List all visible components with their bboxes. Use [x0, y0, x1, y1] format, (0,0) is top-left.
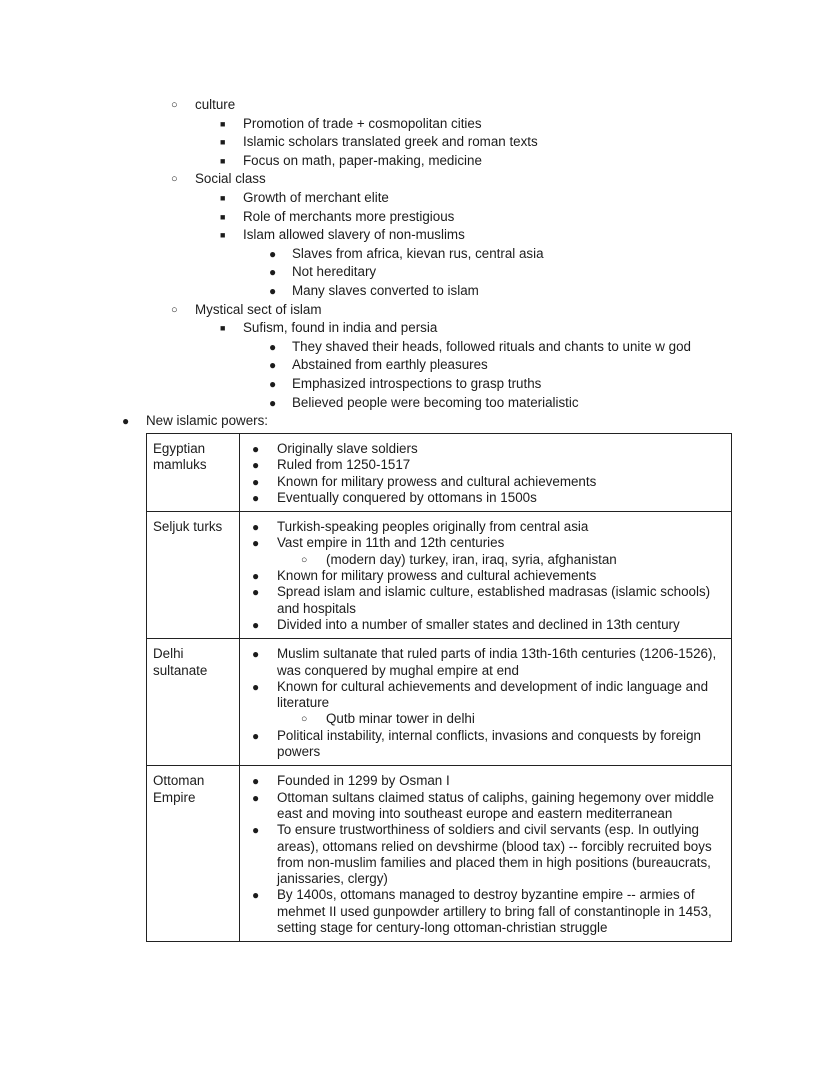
list-item — [246, 584, 725, 617]
power-name-cell: Delhi sultanate — [147, 639, 240, 766]
list-item — [246, 474, 725, 490]
power-details-cell — [240, 766, 732, 942]
list-item — [246, 490, 725, 506]
list-marker: ● — [269, 339, 277, 354]
list-item-text: Known for military prowess and cultural achievements — [277, 473, 597, 489]
list-marker: ● — [252, 647, 260, 662]
list-marker: ● — [252, 728, 260, 743]
list-item — [246, 552, 725, 568]
power-details-cell — [240, 512, 732, 639]
details-list — [246, 773, 725, 936]
table-row — [147, 434, 732, 512]
outline-item — [0, 394, 828, 413]
outline-item-text: Sufism, found in india and persia — [243, 320, 438, 336]
outline-item — [0, 245, 828, 264]
list-item — [246, 617, 725, 633]
outline-item-text: Promotion of trade + cosmopolitan cities — [243, 115, 482, 131]
islamic-powers-table — [146, 433, 732, 942]
outline-item-text: Social class — [195, 171, 266, 187]
list-marker: ● — [252, 520, 260, 535]
list-marker: ○ — [301, 553, 308, 566]
outline-item — [0, 170, 828, 189]
list-item — [246, 887, 725, 936]
list-item-text: Founded in 1299 by Osman I — [277, 773, 450, 789]
outline-item-text: Mystical sect of islam — [195, 301, 322, 317]
list-marker: ● — [122, 414, 130, 429]
list-marker: ● — [252, 774, 260, 789]
list-marker: ● — [252, 823, 260, 838]
list-marker: ● — [252, 585, 260, 600]
outline-item — [0, 338, 828, 357]
list-item-text: Qutb minar tower in delhi — [326, 711, 475, 727]
outline-item-text: New islamic powers: — [146, 413, 269, 429]
list-marker: ● — [269, 358, 277, 373]
outline-item-text: culture — [195, 97, 236, 112]
list-item-text: Political instability, internal conflicts, invasions and conquests by foreign powers — [277, 727, 702, 760]
details-list — [246, 519, 725, 633]
outline-item — [0, 282, 828, 301]
outline-item — [0, 189, 828, 208]
outline-item — [0, 226, 828, 245]
list-marker: ■ — [220, 192, 226, 203]
list-item — [246, 519, 725, 535]
power-details-cell — [240, 434, 732, 512]
list-item-text: Known for military prowess and cultural achievements — [277, 568, 597, 584]
power-details-cell — [240, 639, 732, 766]
list-marker: ● — [252, 490, 260, 505]
list-marker: ○ — [171, 173, 178, 186]
list-marker: ● — [269, 395, 277, 410]
list-item-text: Divided into a number of smaller states and declined in 13th century — [277, 616, 680, 632]
list-item-text: Ruled from 1250-1517 — [277, 457, 411, 473]
outline-item — [0, 301, 828, 320]
outline-item-text: Not hereditary — [292, 264, 377, 280]
list-marker: ● — [252, 442, 260, 456]
outline-item-text: Emphasized introspections to grasp truths — [292, 375, 542, 391]
list-item-text: Spread islam and islamic culture, established madrasas (islamic schools) and hospitals — [277, 584, 711, 616]
list-marker: ○ — [301, 713, 308, 726]
outline-item-text: Islam allowed slavery of non-muslims — [243, 227, 465, 243]
outline-item — [0, 319, 828, 338]
power-name-cell: Seljuk turks — [147, 512, 240, 639]
power-name-cell: Ottoman Empire — [147, 766, 240, 942]
outline-item — [0, 115, 828, 134]
list-item-text: Ottoman sultans claimed status of caliphs, gaining hegemony over middle east and moving into southeast europe and eastern mediterranean — [277, 789, 714, 821]
list-item — [246, 790, 725, 823]
list-marker: ● — [269, 246, 277, 261]
list-marker: ■ — [220, 118, 226, 129]
list-marker: ■ — [220, 211, 226, 222]
list-item — [246, 711, 725, 727]
list-item-text: Known for cultural achievements and development of indic language and literature — [277, 678, 709, 711]
list-item — [246, 646, 725, 679]
outline-item — [0, 208, 828, 227]
list-item-text: Muslim sultanate that ruled parts of india 13th-16th centuries (1206-1526), was conquered by mughal empire at end — [277, 646, 717, 678]
list-item — [246, 441, 725, 457]
list-marker: ● — [269, 376, 277, 391]
list-marker: ● — [252, 569, 260, 584]
list-item — [246, 535, 725, 551]
outline-item-text: Focus on math, paper-making, medicine — [243, 152, 482, 168]
outline-item-text: Many slaves converted to islam — [292, 282, 479, 298]
outline-item-text: Believed people were becoming too materialistic — [292, 394, 579, 410]
list-marker: ■ — [220, 137, 226, 148]
list-marker: ● — [252, 679, 260, 694]
outline-item-text: Growth of merchant elite — [243, 189, 389, 205]
outline-item — [0, 152, 828, 171]
list-item — [246, 679, 725, 712]
list-marker: ● — [252, 617, 260, 632]
list-item-text: (modern day) turkey, iran, iraq, syria, afghanistan — [326, 551, 617, 567]
outline-item-text: Slaves from africa, kievan rus, central asia — [292, 245, 544, 261]
outline-item-text: Abstained from earthly pleasures — [292, 357, 488, 373]
list-marker: ● — [269, 265, 277, 280]
list-item-text: To ensure trustworthiness of soldiers and civil servants (esp. In outlying areas), ottomans relied on devshirme (blood tax) -- forcibly recruited boys from non-muslim families and placed them in high positions (bureaucrats, janissaries, clergy) — [277, 822, 712, 887]
list-item — [246, 457, 725, 473]
list-marker: ■ — [220, 230, 226, 241]
list-item-text: By 1400s, ottomans managed to destroy byzantine empire -- armies of mehmet II used gunpowder artillery to bring fall of constantinople in 1453, setting stage for century-long ottoman-christian struggle — [277, 887, 712, 936]
details-list — [246, 441, 725, 506]
list-item — [246, 773, 725, 789]
power-name-cell: Egyptian mamluks — [147, 434, 240, 512]
outline-item-text: Islamic scholars translated greek and roman texts — [243, 134, 538, 150]
outline-item — [0, 133, 828, 152]
list-marker: ● — [252, 458, 260, 473]
list-item — [246, 822, 725, 887]
outline-item — [0, 263, 828, 282]
list-marker: ● — [252, 474, 260, 489]
table-row — [147, 766, 732, 942]
list-item-text: Vast empire in 11th and 12th centuries — [277, 535, 505, 551]
outline-item — [0, 412, 828, 431]
outline-item — [0, 96, 828, 115]
list-item-text: Turkish-speaking peoples originally from central asia — [277, 519, 589, 535]
list-marker: ● — [252, 888, 260, 903]
list-marker: ○ — [171, 303, 178, 316]
list-marker: ● — [252, 536, 260, 551]
list-marker: ■ — [220, 323, 226, 334]
list-marker: ● — [269, 283, 277, 298]
list-item-text: Originally slave soldiers — [277, 441, 418, 456]
outline-item-text: Role of merchants more prestigious — [243, 208, 455, 224]
outline-item — [0, 375, 828, 394]
notes-outline — [0, 96, 828, 431]
list-item-text: Eventually conquered by ottomans in 1500s — [277, 489, 537, 505]
outline-item — [0, 356, 828, 375]
list-item — [246, 568, 725, 584]
details-list — [246, 646, 725, 760]
list-item — [246, 728, 725, 761]
table-row — [147, 639, 732, 766]
list-marker: ● — [252, 790, 260, 805]
list-marker: ■ — [220, 155, 226, 166]
list-marker: ○ — [171, 99, 178, 111]
outline-item-text: They shaved their heads, followed rituals and chants to unite w god — [292, 338, 691, 354]
table-row — [147, 512, 732, 639]
